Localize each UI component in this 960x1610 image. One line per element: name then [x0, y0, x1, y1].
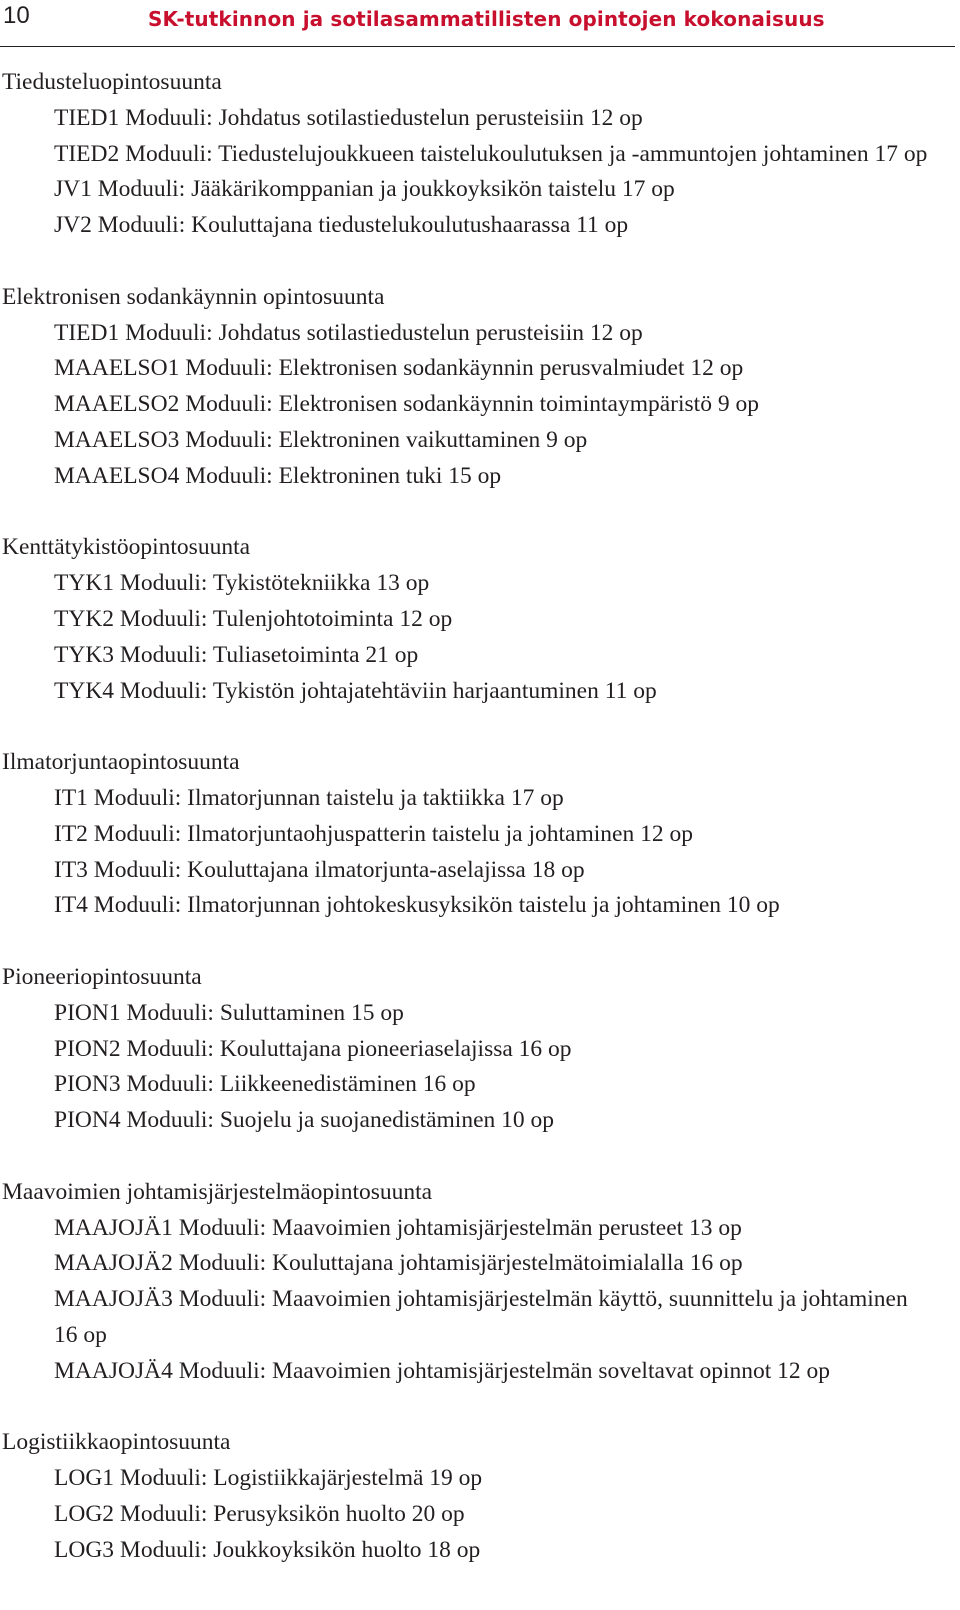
section-title: Pioneeriopintosuunta: [2, 963, 202, 990]
module-item: MAAELSO4 Moduuli: Elektroninen tuki 15 op: [54, 462, 502, 489]
module-item: TIED1 Moduuli: Johdatus sotilastiedustelun perusteisiin 12 op: [54, 104, 643, 131]
module-item: TYK1 Moduuli: Tykistötekniikka 13 op: [54, 570, 430, 597]
module-item: PION2 Moduuli: Kouluttajana pioneeriaselajissa 16 op: [54, 1035, 572, 1062]
section-pioneeri: [0, 960, 958, 1139]
section-title: Logistiikkaopintosuunta: [2, 1429, 231, 1456]
module-item: TYK4 Moduuli: Tykistön johtajatehtäviin harjaantuminen 11 op: [54, 677, 657, 704]
running-title: SK-tutkinnon ja sotilasammatillisten opintojen kokonaisuus: [148, 7, 825, 31]
module-item: MAAJOJÄ2 Moduuli: Kouluttajana johtamisjärjestelmätoimialalla 16 op: [54, 1250, 743, 1277]
module-item: JV2 Moduuli: Kouluttajana tiedustelukoulutushaarassa 11 op: [54, 212, 629, 239]
module-item: LOG2 Moduuli: Perusyksikön huolto 20 op: [54, 1500, 465, 1527]
module-item: TYK2 Moduuli: Tulenjohtotoiminta 12 op: [54, 605, 453, 632]
module-item: MAAJOJÄ1 Moduuli: Maavoimien johtamisjärjestelmän perusteet 13 op: [54, 1214, 742, 1241]
section-logistiikka: [0, 1425, 958, 1568]
module-item: MAAJOJÄ3 Moduuli: Maavoimien johtamisjärjestelmän käyttö, suunnittelu ja johtaminen 16 op: [54, 1286, 908, 1348]
page-number: 10: [3, 2, 30, 29]
module-item: IT1 Moduuli: Ilmatorjunnan taistelu ja taktiikka 17 op: [54, 784, 564, 811]
module-item: TYK3 Moduuli: Tuliasetoiminta 21 op: [54, 641, 419, 668]
page-header: [0, 0, 960, 48]
section-title: Maavoimien johtamisjärjestelmäopintosuunta: [2, 1178, 433, 1205]
module-item: IT3 Moduuli: Kouluttajana ilmatorjunta-aselajissa 18 op: [54, 856, 585, 883]
module-item: IT2 Moduuli: Ilmatorjuntaohjuspatterin taistelu ja johtaminen 12 op: [54, 820, 693, 847]
module-item: LOG3 Moduuli: Joukkoyksikön huolto 18 op: [54, 1536, 481, 1563]
module-item: MAAELSO3 Moduuli: Elektroninen vaikuttaminen 9 op: [54, 426, 588, 453]
module-item: IT4 Moduuli: Ilmatorjunnan johtokeskusyksikön taistelu ja johtaminen 10 op: [54, 892, 780, 919]
module-item: PION3 Moduuli: Liikkeenedistäminen 16 op: [54, 1071, 476, 1098]
section-title: Elektronisen sodankäynnin opintosuunta: [2, 283, 385, 310]
module-item: PION1 Moduuli: Suluttaminen 15 op: [54, 999, 404, 1026]
module-item: TIED1 Moduuli: Johdatus sotilastiedustelun perusteisiin 12 op: [54, 319, 643, 346]
section-title: Tiedusteluopintosuunta: [2, 69, 222, 95]
header-rule: [0, 46, 955, 47]
module-item: LOG1 Moduuli: Logistiikkajärjestelmä 19 op: [54, 1465, 483, 1492]
section-maavoimien-johtamisjarjestelma: [0, 1175, 958, 1390]
module-item: PION4 Moduuli: Suojelu ja suojanedistäminen 10 op: [54, 1107, 554, 1134]
module-item: JV1 Moduuli: Jääkärikomppanian ja joukkoyksikön taistelu 17 op: [54, 176, 675, 203]
module-item: MAAELSO2 Moduuli: Elektronisen sodankäynnin toimintaympäristö 9 op: [54, 391, 759, 418]
document-body: [0, 65, 958, 1604]
section-title: Ilmatorjuntaopintosuunta: [2, 749, 240, 776]
section-kenttatykisto: [0, 530, 958, 709]
module-item: TIED2 Moduuli: Tiedustelujoukkueen taistelukoulutuksen ja -ammuntojen johtaminen 17 op: [54, 140, 928, 167]
module-item: MAAELSO1 Moduuli: Elektronisen sodankäynnin perusvalmiudet 12 op: [54, 355, 744, 382]
section-elektroninen-sodankaynti: [0, 280, 958, 495]
section-title: Kenttätykistöopintosuunta: [2, 534, 251, 561]
module-item: MAAJOJÄ4 Moduuli: Maavoimien johtamisjärjestelmän soveltavat opinnot 12 op: [54, 1357, 831, 1384]
section-tiedustelu: [0, 65, 958, 244]
section-ilmatorjunta: [0, 745, 958, 924]
